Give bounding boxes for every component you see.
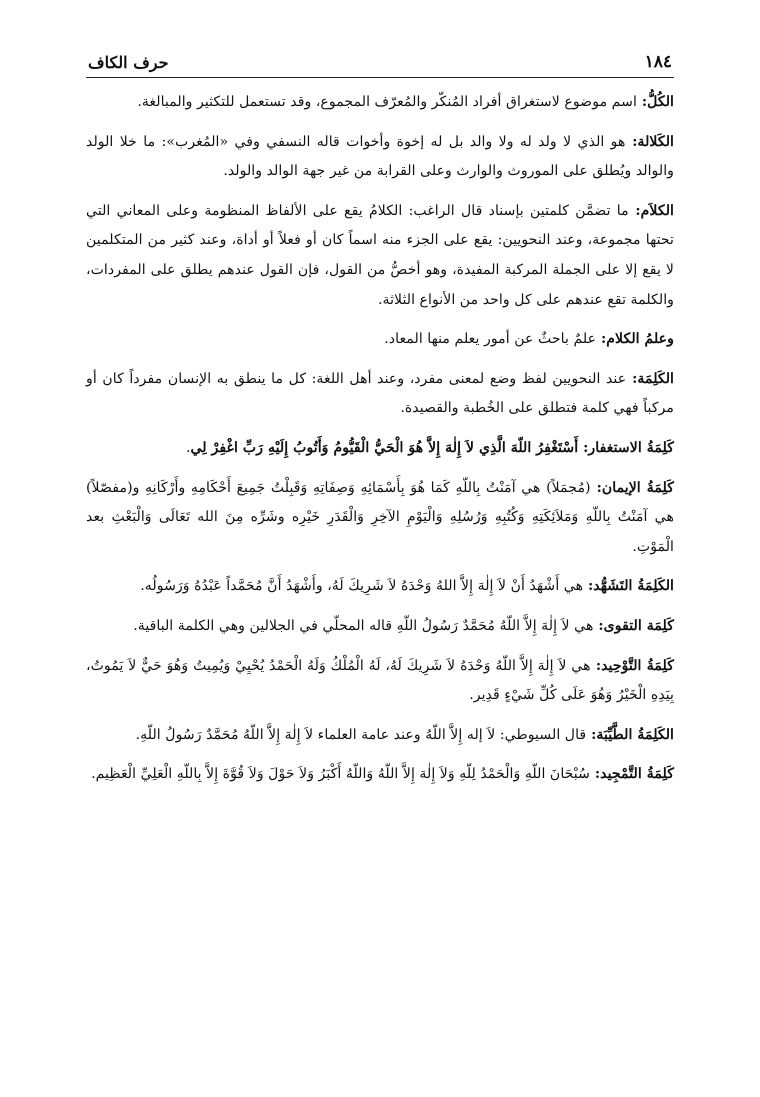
entry-vocalized-formula: أَسْتَغْفِرُ اللّهَ الَّذِي لاَ إِلٰهَ إِلاَّ هُوَ الْحَيُّ الْقَيُّومُ وَأَتُوبُ إِلَيْهِ رَبِّ اغْفِرْ لِي — [190, 439, 579, 456]
entry-kalimat-al-iman: كَلِمَةُ الإيمان: (مُجمَلاً) هي آمَنْتُ بِاللّهِ كَمَا هُوَ بِأَسْمَائِهِ وَصِفَاتِهِ وَقَبِلْتُ جَمِيعَ أَحْكَامِهِ وأَرْكَانِهِ و(مفصّلاً) هي آمَنْتُ بِاللّهِ وَمَلاَئِكَتِهِ وَكُتُبِهِ وَرُسُلِهِ وَالْيَوْمِ الآخِرِ وَالْقَدَرِ خَيْرِه وشَرِّه مِنَ الله تَعَالَى وَالْبَعْثِ بعد الْمَوْتِ. — [86, 479, 674, 555]
entry-kalimat-al-istighfar: كَلِمَةُ الاستغفار: أَسْتَغْفِرُ اللّهَ الَّذِي لاَ إِلٰهَ إِلاَّ هُوَ الْحَيُّ الْقَيُّومُ وَأَتُوبُ إِلَيْهِ رَبِّ اغْفِرْ لِي. — [185, 439, 674, 456]
entry-term: الكَلِمَةُ الطَّيِّبَة — [596, 726, 674, 743]
entry-text: هي لاَ إِلٰهَ إِلاَّ اللّهُ مُحَمَّدٌ رَسُولُ اللّهِ قاله المحلّي في الجلالين وهي الكلمة الباقية. — [133, 617, 594, 634]
entry-term: الكلاَم — [640, 202, 674, 219]
entry-term: الكَلالة — [637, 133, 674, 150]
dictionary-page — [86, 52, 674, 800]
entry-kalimat-at-tayyiba: الكَلِمَةُ الطَّيِّبَة: قال السيوطي: لاَ إله إِلاَّ اللّهُ وعند عامة العلماء لاَ إِلٰهَ إِلاَّ اللّهُ مُحَمَّدٌ رَسُولُ اللّهِ. — [135, 726, 674, 743]
entry-kalimat-at-taqwa: كَلِمَة التقوى: هي لاَ إِلٰهَ إِلاَّ اللّهُ مُحَمَّدٌ رَسُولُ اللّهِ قاله المحلّي في الجلالين وهي الكلمة الباقية. — [133, 617, 674, 634]
entry-kalala: الكَلالة: هو الذي لا ولد له ولا والد بل له إخوة وأخوات قاله النسفي وفي «المُغرب»: ما خلا الولد والوالد ويُطلق على الموروث والوارث وعلى القرابة من غير جهة الوالد والولد. — [86, 133, 674, 180]
entry-term: الكُلُّ — [647, 94, 674, 110]
entry-text: ما تضمَّن كلمتين بإسناد قال الراغب: الكلامُ يقع على الألفاظ المنظومة وعلى المعاني التي تحتها مجموعة، وعند النحويين: يقع على الجزء منه اسماً كان أو فعلاً أو أداة، وعند كثير من المتكلمين لا يقع إلا على الجملة المركبة المفيدة، وهو أخصُّ من القول، فإن القول عندهم يطلق على المفردات، والكلمة تقع عندهم على كل واحد من الأنواع الثلاثة. — [86, 202, 674, 308]
section-title: حرف الكاف — [88, 53, 169, 72]
entry-text: . — [185, 439, 191, 456]
entry-text: عند النحويين لفظ وضع لمعنى مفرد، وعند أهل اللغة: كل ما ينطق به الإنسان مفرداً كان أو مركباً فهي كلمة فتطلق على الخُطبة والقصيدة. — [86, 370, 674, 417]
entry-kalimat-at-tawhid: كَلِمَةُ التَّوْحِيد: هي لاَ إِلٰهَ إِلاَّ اللّهُ وَحْدَهُ لاَ شَرِيكَ لَهُ، لَهُ الْمُلْكُ وَلَهُ الْحَمْدُ يُحْيِيْ وَيُمِيتُ وَهُوَ حَيٌّ لاَ يَمُوتُ، بِيَدِهِ الْخَيْرُ وَهُوَ عَلَى كُلِّ شَيْءٍ قَدِير. — [86, 657, 674, 704]
entry-ilm-al-kalam: وعلمُ الكلام: علمٌ باحثٌ عن أمور يعلم منها المعاد. — [384, 331, 674, 348]
entry-text: قال السيوطي: لاَ إله إِلاَّ اللّهُ وعند عامة العلماء لاَ إِلٰهَ إِلاَّ اللّهُ مُحَمَّدٌ رَسُولُ اللّهِ. — [135, 726, 587, 743]
entry-term: كَلِمَةُ الإيمان — [601, 479, 674, 496]
entry-term: الكَلِمَة — [637, 370, 674, 387]
entry-text: هو الذي لا ولد له ولا والد بل له إخوة وأخوات قاله النسفي وفي «المُغرب»: ما خلا الولد والوالد ويُطلق على الموروث والوارث وعلى القرابة من غير جهة الوالد والولد. — [86, 133, 674, 180]
entry-kull: الكُلُّ: اسم موضوع لاستغراق أفراد المُنكّر والمُعرّف المجموع، وقد تستعمل للتكثير والمبالغة. — [137, 94, 674, 110]
entry-kalam: الكلاَم: ما تضمَّن كلمتين بإسناد قال الراغب: الكلامُ يقع على الألفاظ المنظومة وعلى المعاني التي تحتها مجموعة، وعند النحويين: يقع على الجزء منه اسماً كان أو فعلاً أو أداة، وعند كثير من المتكلمين لا يقع إلا على الجملة المركبة المفيدة، وهو أخصُّ من القول، فإن القول عندهم يطلق على المفردات، والكلمة تقع عندهم على كل واحد من الأنواع الثلاثة. — [86, 202, 674, 308]
entry-term: كَلِمَةُ الاستغفار — [588, 439, 674, 456]
entry-text: هي لاَ إِلٰهَ إِلاَّ اللّهُ وَحْدَهُ لاَ شَرِيكَ لَهُ، لَهُ الْمُلْكُ وَلَهُ الْحَمْدُ يُحْيِيْ وَيُمِيتُ وَهُوَ حَيٌّ لاَ يَمُوتُ، بِيَدِهِ الْخَيْرُ وَهُوَ عَلَى كُلِّ شَيْءٍ قَدِير. — [86, 657, 674, 704]
entry-list — [86, 88, 674, 790]
entry-text: اسم موضوع لاستغراق أفراد المُنكّر والمُعرّف المجموع، وقد تستعمل للتكثير والمبالغة. — [137, 94, 637, 110]
entry-kalimat-at-tamjid: كَلِمَةُ التَّمْجِيد: سُبْحَانَ اللّهِ وَالْحَمْدُ لِلّهِ وَلاَ إِلٰهَ إِلاَّ اللّهُ وَاللّهُ أَكْبَرُ وَلاَ حَوْلَ وَلاَ قُوَّةَ إِلاَّ بِاللّهِ الْعَلِيِّ الْعَظِيم. — [91, 766, 674, 783]
entry-kalima: الكَلِمَة: عند النحويين لفظ وضع لمعنى مفرد، وعند أهل اللغة: كل ما ينطق به الإنسان مفرداً كان أو مركباً فهي كلمة فتطلق على الخُطبة والقصيدة. — [86, 370, 674, 417]
entry-kalimat-at-tashahhud: الكَلِمَةُ التَشَهُّد: هي أَشْهَدُ أَنْ لاَ إِلٰهَ إِلاَّ اللهُ وَحْدَهُ لاَ شَرِيكَ لَهُ، وأَشْهَدُ أَنَّ مُحَمَّداً عَبْدُهُ وَرَسُولُه. — [140, 578, 674, 595]
entry-term: وعلمُ الكلام — [606, 331, 674, 348]
entry-text: (مُجمَلاً) هي آمَنْتُ بِاللّهِ كَمَا هُوَ بِأَسْمَائِهِ وَصِفَاتِهِ وَقَبِلْتُ جَمِيعَ أَحْكَامِهِ وأَرْكَانِهِ و(مفصّلاً) هي آمَنْتُ بِاللّهِ وَمَلاَئِكَتِهِ وَكُتُبِهِ وَرُسُلِهِ وَالْيَوْمِ الآخِرِ وَالْقَدَرِ خَيْرِه وشَرِّه مِنَ الله تَعَالَى وَالْبَعْثِ بعد الْمَوْتِ. — [86, 479, 674, 555]
entry-text: سُبْحَانَ اللّهِ وَالْحَمْدُ لِلّهِ وَلاَ إِلٰهَ إِلاَّ اللّهُ وَاللّهُ أَكْبَرُ وَلاَ حَوْلَ وَلاَ قُوَّةَ إِلاَّ بِاللّهِ الْعَلِيِّ الْعَظِيم. — [91, 766, 590, 783]
entry-text: هي أَشْهَدُ أَنْ لاَ إِلٰهَ إِلاَّ اللهُ وَحْدَهُ لاَ شَرِيكَ لَهُ، وأَشْهَدُ أَنَّ مُحَمَّداً عَبْدُهُ وَرَسُولُه. — [140, 578, 584, 595]
entry-term: الكَلِمَةُ التَشَهُّد — [593, 578, 674, 595]
entry-term: كَلِمَةُ التَّمْجِيد — [600, 766, 674, 783]
running-head — [86, 52, 674, 78]
entry-term: كَلِمَة التقوى — [603, 617, 674, 634]
entry-term: كَلِمَةُ التَّوْحِيد — [601, 657, 674, 674]
page-number: ١٨٤ — [644, 52, 672, 72]
entry-text: علمٌ باحثٌ عن أمور يعلم منها المعاد. — [384, 331, 597, 348]
